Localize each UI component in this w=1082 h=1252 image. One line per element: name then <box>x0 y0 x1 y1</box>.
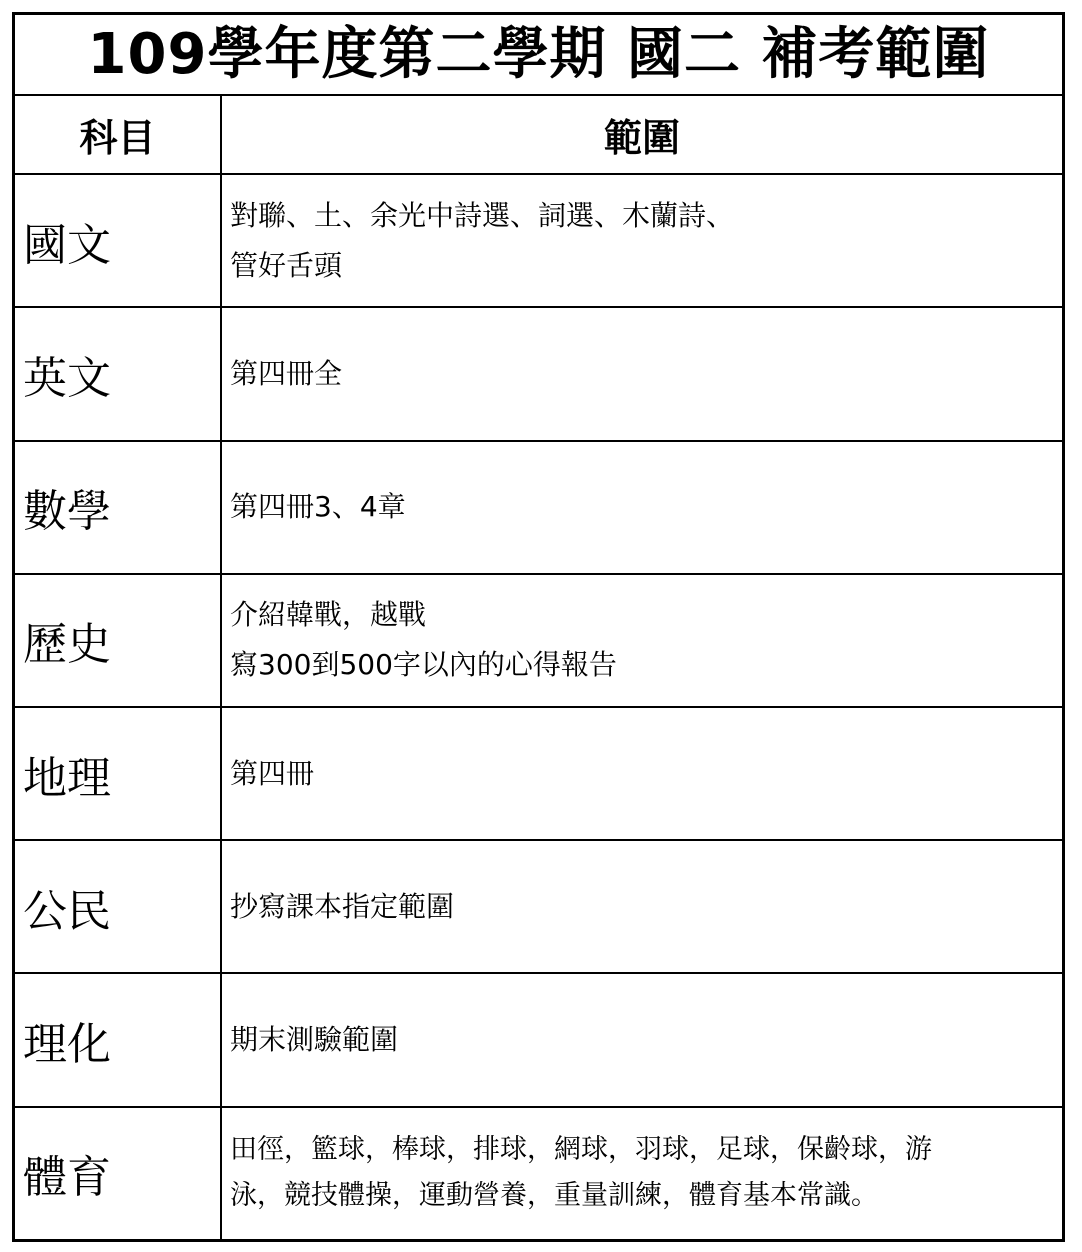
table-row <box>15 574 1062 707</box>
subject-cell: 理化 <box>15 973 221 1106</box>
subject-cell: 英文 <box>15 307 221 440</box>
scope-line: 介紹韓戰，越戰 <box>230 598 427 632</box>
table-row <box>15 840 1062 973</box>
header-row <box>15 95 1062 174</box>
scope-cell <box>221 574 1062 707</box>
scope-column-header: 範圍 <box>221 95 1062 174</box>
scope-line: 期末測驗範圍 <box>230 1023 399 1057</box>
scope-cell <box>221 1107 1062 1239</box>
table-row <box>15 707 1062 840</box>
scope-line: 第四冊 <box>230 756 315 790</box>
scope-cell <box>221 707 1062 840</box>
table-row <box>15 441 1062 574</box>
subject-cell: 國文 <box>15 174 221 307</box>
subject-column-header: 科目 <box>15 95 221 174</box>
table-row <box>15 973 1062 1106</box>
exam-scope-table <box>15 15 1062 1239</box>
subject-cell: 體育 <box>15 1107 221 1239</box>
scope-line: 第四冊3、4章 <box>230 490 406 524</box>
scope-cell <box>221 973 1062 1106</box>
scope-cell <box>221 174 1062 307</box>
scope-line: 田徑，籃球，棒球，排球，網球，羽球，足球，保齡球，游 <box>230 1134 932 1166</box>
exam-scope-sheet <box>12 12 1065 1242</box>
table-row <box>15 307 1062 440</box>
scope-line: 對聯、土、余光中詩選、詞選、木蘭詩、 <box>230 198 735 232</box>
scope-line: 管好舌頭 <box>230 248 343 282</box>
table-row <box>15 1107 1062 1239</box>
scope-line: 第四冊全 <box>230 357 343 391</box>
subject-cell: 歷史 <box>15 574 221 707</box>
subject-cell: 公民 <box>15 840 221 973</box>
title-row <box>15 15 1062 95</box>
subject-cell: 數學 <box>15 441 221 574</box>
scope-cell <box>221 441 1062 574</box>
scope-line: 寫300到500字以內的心得報告 <box>230 648 617 682</box>
scope-cell <box>221 307 1062 440</box>
scope-line: 抄寫課本指定範圍 <box>230 889 455 923</box>
scope-cell <box>221 840 1062 973</box>
page-title: 109學年度第二學期 國二 補考範圍 <box>15 15 1062 95</box>
scope-line: 泳，競技體操，運動營養，重量訓練，體育基本常識。 <box>230 1180 878 1212</box>
table-row <box>15 174 1062 307</box>
subject-cell: 地理 <box>15 707 221 840</box>
